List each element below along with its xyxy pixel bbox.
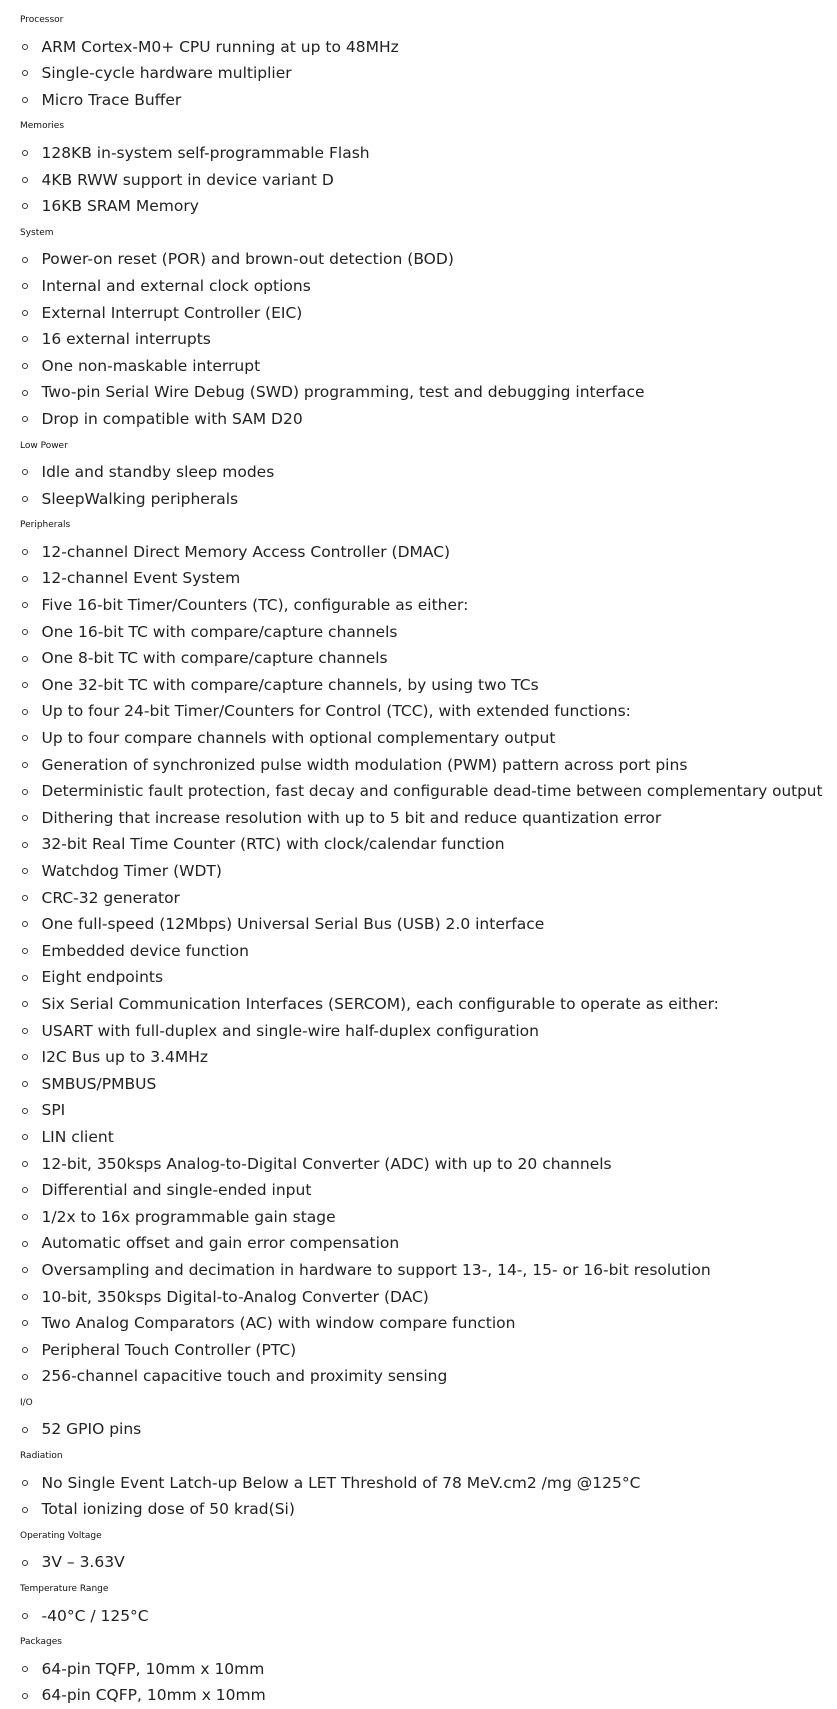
section-title: Peripherals (20, 520, 71, 531)
hollow-circle-bullet-icon (22, 363, 28, 369)
list-item-text: SPI (41, 1101, 66, 1120)
list-item-text: Total ionizing dose of 50 krad(Si) (41, 1500, 295, 1519)
list-item (20, 193, 837, 220)
list-item (20, 1549, 837, 1576)
list-item-text: Differential and single-ended input (41, 1181, 312, 1200)
list-item (20, 353, 837, 380)
list-item-text: LIN client (41, 1127, 114, 1146)
hollow-circle-bullet-icon (22, 762, 28, 768)
hollow-circle-bullet-icon (22, 1108, 28, 1114)
hollow-circle-bullet-icon (22, 868, 28, 874)
list-item (20, 619, 837, 646)
list-item-text: 12-channel Direct Memory Access Controller (DMAC) (41, 542, 451, 561)
list-item (20, 246, 837, 273)
bullet-list (20, 459, 837, 512)
section-peripherals (20, 512, 837, 1390)
hollow-circle-bullet-icon (22, 1560, 28, 1566)
list-item (20, 565, 837, 592)
bullet-list (20, 1603, 837, 1630)
hollow-circle-bullet-icon (22, 576, 28, 582)
hollow-circle-bullet-icon (22, 1507, 28, 1513)
list-item (20, 1071, 837, 1098)
hollow-circle-bullet-icon (22, 70, 28, 76)
list-item-text: External Interrupt Controller (EIC) (41, 303, 303, 322)
section-title: Low Power (20, 440, 68, 451)
section-temperature-range (20, 1576, 837, 1629)
hollow-circle-bullet-icon (22, 1214, 28, 1220)
hollow-circle-bullet-icon (22, 948, 28, 954)
hollow-circle-bullet-icon (22, 1294, 28, 1300)
hollow-circle-bullet-icon (22, 283, 28, 289)
list-item-text: Idle and standby sleep modes (41, 463, 275, 482)
hollow-circle-bullet-icon (22, 975, 28, 981)
list-item-text: Power-on reset (POR) and brown-out detection (BOD) (41, 250, 454, 269)
list-item-text: Six Serial Communication Interfaces (SERCOM), each configurable to operate as either: (41, 994, 719, 1013)
list-item (20, 1151, 837, 1178)
list-item (20, 1177, 837, 1204)
list-item-text: 32-bit Real Time Counter (RTC) with clock/calendar function (41, 835, 505, 854)
list-item-text: Automatic offset and gain error compensation (41, 1234, 400, 1253)
hollow-circle-bullet-icon (22, 1081, 28, 1087)
hollow-circle-bullet-icon (22, 921, 28, 927)
bullet-list (20, 34, 837, 114)
list-item (20, 1310, 837, 1337)
hollow-circle-bullet-icon (22, 97, 28, 103)
hollow-circle-bullet-icon (22, 735, 28, 741)
list-item-text: USART with full-duplex and single-wire half-duplex configuration (41, 1021, 539, 1040)
list-item-text: -40°C / 125°C (41, 1606, 149, 1625)
list-item-text: 10-bit, 350ksps Digital-to-Analog Converter (DAC) (41, 1287, 429, 1306)
list-item-text: Eight endpoints (41, 968, 164, 987)
list-item-text: 256-channel capacitive touch and proximity sensing (41, 1367, 448, 1386)
list-item (20, 805, 837, 832)
hollow-circle-bullet-icon (22, 416, 28, 422)
list-item-text: One non-maskable interrupt (41, 356, 261, 375)
list-item-text: One 16-bit TC with compare/capture channels (41, 622, 398, 641)
hollow-circle-bullet-icon (22, 257, 28, 263)
hollow-circle-bullet-icon (22, 629, 28, 635)
list-item-text: Up to four compare channels with optional complementary output (41, 729, 556, 748)
section-title: Packages (20, 1637, 62, 1648)
list-item (20, 778, 837, 805)
hollow-circle-bullet-icon (22, 336, 28, 342)
list-item (20, 592, 837, 619)
hollow-circle-bullet-icon (22, 1028, 28, 1034)
list-item-text: 64-pin CQFP, 10mm x 10mm (41, 1686, 266, 1705)
list-item (20, 326, 837, 353)
hollow-circle-bullet-icon (22, 496, 28, 502)
list-item-text: Single-cycle hardware multiplier (41, 64, 292, 83)
hollow-circle-bullet-icon (22, 44, 28, 50)
list-item (20, 1230, 837, 1257)
list-item (20, 379, 837, 406)
list-item (20, 1682, 837, 1709)
list-item (20, 1656, 837, 1683)
list-item (20, 911, 837, 938)
list-item (20, 1204, 837, 1231)
list-item-text: Two Analog Comparators (AC) with window compare function (41, 1314, 516, 1333)
section-title: Operating Voltage (20, 1530, 102, 1541)
section-memories (20, 113, 837, 219)
hollow-circle-bullet-icon (22, 1161, 28, 1167)
list-item-text: SleepWalking peripherals (41, 489, 239, 508)
hollow-circle-bullet-icon (22, 549, 28, 555)
list-item (20, 1124, 837, 1151)
list-item (20, 1044, 837, 1071)
list-item-text: Deterministic fault protection, fast decay and configurable dead-time between complementary output (41, 782, 823, 801)
hollow-circle-bullet-icon (22, 310, 28, 316)
section-title: I/O (20, 1397, 33, 1408)
hollow-circle-bullet-icon (22, 1001, 28, 1007)
hollow-circle-bullet-icon (22, 1374, 28, 1380)
section-i-o (20, 1390, 837, 1443)
section-title: Temperature Range (20, 1584, 109, 1595)
hollow-circle-bullet-icon (22, 1267, 28, 1273)
section-processor (20, 7, 837, 113)
list-item (20, 539, 837, 566)
list-item (20, 1284, 837, 1311)
list-item (20, 938, 837, 965)
list-item (20, 459, 837, 486)
hollow-circle-bullet-icon (22, 1054, 28, 1060)
section-title: Memories (20, 121, 65, 132)
list-item (20, 300, 837, 327)
list-item-text: CRC-32 generator (41, 888, 180, 907)
list-item (20, 34, 837, 61)
list-item (20, 831, 837, 858)
list-item (20, 406, 837, 433)
list-item-text: ARM Cortex-M0+ CPU running at up to 48MHz (41, 37, 399, 56)
list-item-text: 3V – 3.63V (41, 1553, 125, 1572)
list-item (20, 140, 837, 167)
list-item-text: Micro Trace Buffer (41, 90, 182, 109)
list-item-text: Drop in compatible with SAM D20 (41, 409, 303, 428)
hollow-circle-bullet-icon (22, 709, 28, 715)
hollow-circle-bullet-icon (22, 842, 28, 848)
hollow-circle-bullet-icon (22, 1187, 28, 1193)
list-item (20, 752, 837, 779)
hollow-circle-bullet-icon (22, 1134, 28, 1140)
list-item (20, 167, 837, 194)
hollow-circle-bullet-icon (22, 602, 28, 608)
section-low-power (20, 433, 837, 513)
list-item (20, 645, 837, 672)
list-item-text: Peripheral Touch Controller (PTC) (41, 1340, 297, 1359)
bullet-list (20, 1549, 837, 1576)
hollow-circle-bullet-icon (22, 815, 28, 821)
list-item-text: 16 external interrupts (41, 330, 211, 349)
hollow-circle-bullet-icon (22, 1320, 28, 1326)
hollow-circle-bullet-icon (22, 1241, 28, 1247)
list-item-text: 16KB SRAM Memory (41, 197, 199, 216)
hollow-circle-bullet-icon (22, 1347, 28, 1353)
hollow-circle-bullet-icon (22, 469, 28, 475)
hollow-circle-bullet-icon (22, 656, 28, 662)
list-item (20, 1496, 837, 1523)
list-item (20, 885, 837, 912)
bullet-list (20, 1416, 837, 1443)
section-title: System (20, 227, 54, 238)
hollow-circle-bullet-icon (22, 1693, 28, 1699)
list-item-text: 4KB RWW support in device variant D (41, 170, 334, 189)
hollow-circle-bullet-icon (22, 1427, 28, 1433)
list-item-text: Internal and external clock options (41, 276, 311, 295)
list-item-text: Embedded device function (41, 941, 249, 960)
list-item-text: 12-channel Event System (41, 569, 241, 588)
list-item-text: Dithering that increase resolution with up to 5 bit and reduce quantization error (41, 808, 662, 827)
section-title: Processor (20, 15, 64, 25)
list-item-text: One 8-bit TC with compare/capture channels (41, 649, 388, 668)
hollow-circle-bullet-icon (22, 203, 28, 209)
hollow-circle-bullet-icon (22, 682, 28, 688)
list-item (20, 1097, 837, 1124)
hollow-circle-bullet-icon (22, 177, 28, 183)
list-item-text: No Single Event Latch-up Below a LET Threshold of 78 MeV.cm2 /mg @125°C (41, 1473, 641, 1492)
list-item-text: Up to four 24-bit Timer/Counters for Control (TCC), with extended functions: (41, 702, 631, 721)
list-item (20, 698, 837, 725)
list-item-text: Two-pin Serial Wire Debug (SWD) programming, test and debugging interface (41, 383, 645, 402)
hollow-circle-bullet-icon (22, 1666, 28, 1672)
section-radiation (20, 1443, 837, 1523)
list-item-text: 64-pin TQFP, 10mm x 10mm (41, 1659, 265, 1678)
hollow-circle-bullet-icon (22, 895, 28, 901)
list-item-text: Watchdog Timer (WDT) (41, 862, 222, 880)
list-item-text: 1/2x to 16x programmable gain stage (41, 1207, 336, 1226)
list-item (20, 1363, 837, 1390)
list-item (20, 486, 837, 513)
list-item (20, 1257, 837, 1284)
list-item (20, 1018, 837, 1045)
bullet-list (20, 539, 837, 1390)
list-item (20, 1416, 837, 1443)
list-item (20, 858, 837, 885)
hollow-circle-bullet-icon (22, 1480, 28, 1486)
list-item-text: Oversampling and decimation in hardware to support 13-, 14-, 15- or 16-bit resolution (41, 1260, 711, 1279)
section-operating-voltage (20, 1523, 837, 1576)
section-system (20, 220, 837, 433)
list-item-text: 128KB in-system self-programmable Flash (41, 143, 370, 162)
list-item (20, 87, 837, 114)
list-item-text: Five 16-bit Timer/Counters (TC), configurable as either: (41, 596, 469, 615)
list-item (20, 1603, 837, 1630)
hollow-circle-bullet-icon (22, 789, 28, 795)
list-item (20, 60, 837, 87)
list-item (20, 725, 837, 752)
bullet-list (20, 1470, 837, 1523)
hollow-circle-bullet-icon (22, 390, 28, 396)
hollow-circle-bullet-icon (22, 150, 28, 156)
list-item (20, 964, 837, 991)
bullet-list (20, 246, 837, 432)
list-item (20, 672, 837, 699)
list-item (20, 1337, 837, 1364)
list-item (20, 991, 837, 1018)
list-item-text: One full-speed (12Mbps) Universal Serial Bus (USB) 2.0 interface (41, 915, 545, 934)
list-item-text: Generation of synchronized pulse width modulation (PWM) pattern across port pins (41, 755, 688, 774)
section-title: Radiation (20, 1451, 63, 1462)
list-item-text: One 32-bit TC with compare/capture channels, by using two TCs (41, 675, 539, 694)
bullet-list (20, 140, 837, 220)
bullet-list (20, 1656, 837, 1709)
list-item-text: 52 GPIO pins (41, 1420, 142, 1439)
list-item-text: 12-bit, 350ksps Analog-to-Digital Converter (ADC) with up to 20 channels (41, 1154, 612, 1173)
list-item-text: I2C Bus up to 3.4MHz (41, 1048, 209, 1067)
section-packages (20, 1629, 837, 1709)
list-item-text: SMBUS/PMBUS (41, 1074, 157, 1093)
list-item (20, 273, 837, 300)
hollow-circle-bullet-icon (22, 1613, 28, 1619)
list-item (20, 1470, 837, 1497)
